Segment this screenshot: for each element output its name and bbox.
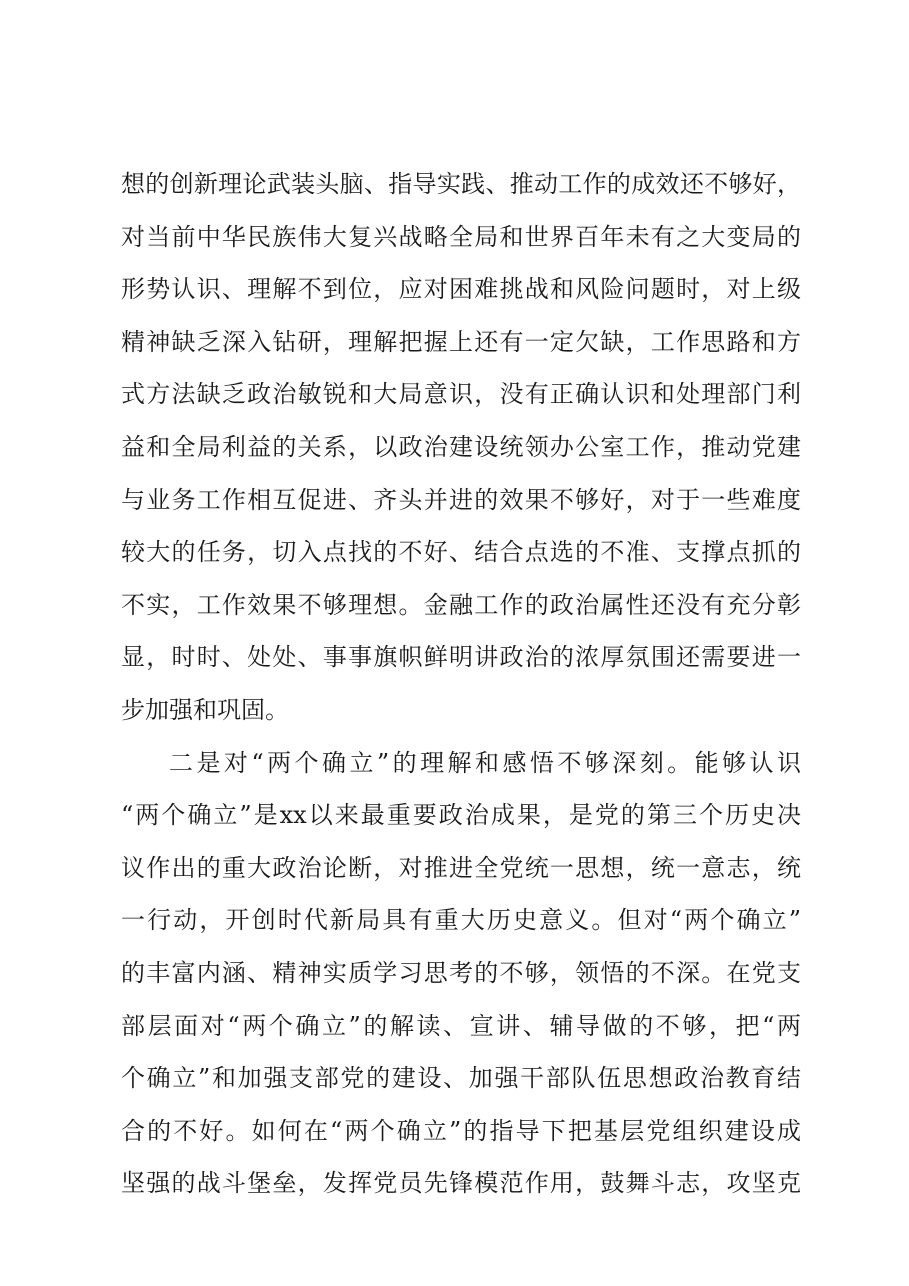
document-body <box>121 158 801 1210</box>
text-line: “两个确立”是xx以来最重要政治成果，是党的第三个历史决 <box>121 801 801 830</box>
text-line: 与业务工作相互促进、齐头并进的效果不够好，对于一些难度 <box>121 485 801 514</box>
text-line: 的丰富内涵、精神实质学习思考的不够，领悟的不深。在党支 <box>121 958 801 987</box>
text-line: 形势认识、理解不到位，应对困难挑战和风险问题时，对上级 <box>121 275 801 304</box>
text-line: 坚强的战斗堡垒，发挥党员先锋模范作用，鼓舞斗志，攻坚克 <box>121 1169 801 1198</box>
text-line: 精神缺乏深入钻研，理解把握上还有一定欠缺，工作思路和方 <box>121 327 801 356</box>
text-line: 想的创新理论武装头脑、指导实践、推动工作的成效还不够好， <box>121 170 801 198</box>
text-line: 较大的任务，切入点找的不好、结合点选的不准、支撑点抓的 <box>121 538 801 567</box>
text-line: 二是对“两个确立”的理解和感悟不够深刻。能够认识 <box>169 748 801 777</box>
paragraph-1 <box>121 158 801 737</box>
text-line: 不实，工作效果不够理想。金融工作的政治属性还没有充分彰 <box>121 590 801 619</box>
text-line: 议作出的重大政治论断，对推进全党统一思想，统一意志，统 <box>121 853 801 882</box>
paragraph-2 <box>121 737 801 1210</box>
text-line: 一行动，开创时代新局具有重大历史意义。但对“两个确立” <box>121 906 801 935</box>
text-line: 个确立”和加强支部党的建设、加强干部队伍思想政治教育结 <box>121 1064 801 1093</box>
text-line: 合的不好。如何在“两个确立”的指导下把基层党组织建设成 <box>121 1116 801 1145</box>
text-line: 显，时时、处处、事事旗帜鲜明讲政治的浓厚氛围还需要进一 <box>121 643 801 672</box>
text-line: 益和全局利益的关系，以政治建设统领办公室工作，推动党建 <box>121 432 801 461</box>
text-line: 对当前中华民族伟大复兴战略全局和世界百年未有之大变局的 <box>121 222 801 251</box>
text-line: 式方法缺乏政治敏锐和大局意识，没有正确认识和处理部门利 <box>121 380 801 409</box>
text-line: 步加强和巩固。 <box>121 695 289 724</box>
text-line: 部层面对“两个确立”的解读、宣讲、辅导做的不够，把“两 <box>121 1011 801 1040</box>
